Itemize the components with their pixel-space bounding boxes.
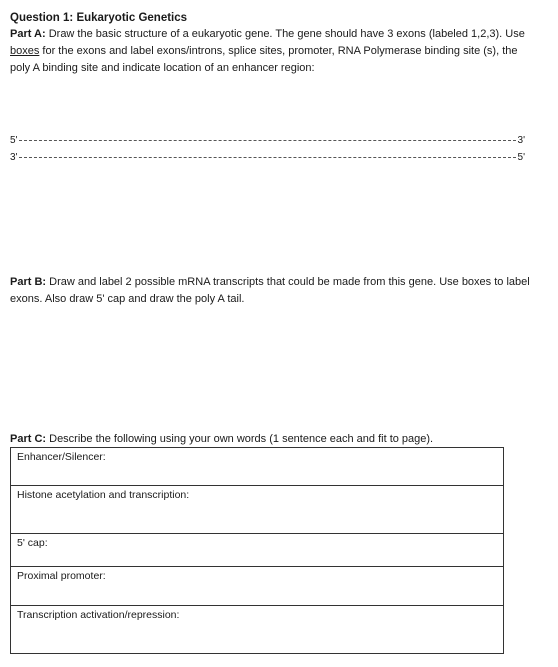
answer-row-histone[interactable] <box>11 485 503 533</box>
strand-bottom-line <box>19 157 515 158</box>
answer-table <box>10 447 504 654</box>
answer-row-label: 5' cap: <box>17 537 48 549</box>
strand-top-right-end: 3' <box>517 134 525 146</box>
answer-row-proximal-promoter[interactable] <box>11 566 503 605</box>
part-a-text-1: Draw the basic structure of a eukaryotic gene. The gene should have 3 exons (labeled 1,2,3). Use <box>45 28 525 40</box>
part-a-label: Part A: <box>10 28 46 40</box>
part-c-label: Part C: <box>10 433 47 445</box>
answer-row-label: Transcription activation/repression: <box>17 609 180 621</box>
answer-row-label: Enhancer/Silencer: <box>17 451 106 463</box>
dna-strand-top <box>10 134 525 146</box>
answer-row-label: Histone acetylation and transcription: <box>17 489 190 501</box>
part-b-text: Draw and label 2 possible mRNA transcripts that could be made from this gene. Use boxes to label exons. Also draw 5' cap and draw the poly A tail. <box>10 276 530 305</box>
strand-bottom-left-end: 3' <box>10 151 18 163</box>
answer-row-enhancer[interactable] <box>11 448 503 485</box>
dna-strand-bottom <box>10 151 525 163</box>
answer-row-5-cap[interactable] <box>11 533 503 566</box>
answer-row-transcription[interactable] <box>11 605 503 653</box>
strand-top-left-end: 5' <box>10 134 18 146</box>
part-a-text-2: for the exons and label exons/introns, splice sites, promoter, RNA Polymerase binding site (s), the poly A binding site and indicate location of an enhancer region: <box>10 45 518 74</box>
part-c-text: Describe the following using your own words (1 sentence each and fit to page). <box>46 433 434 445</box>
part-c-instructions <box>10 431 540 448</box>
answer-row-label: Proximal promoter: <box>17 570 106 582</box>
part-a-instructions <box>10 26 540 77</box>
part-b-label: Part B: <box>10 276 47 288</box>
part-b-instructions <box>10 274 540 308</box>
strand-top-line <box>19 140 515 141</box>
question-title: Question 1: Eukaryotic Genetics <box>10 12 188 24</box>
strand-bottom-right-end: 5' <box>517 151 525 163</box>
part-a-underlined-word: boxes <box>10 45 40 57</box>
